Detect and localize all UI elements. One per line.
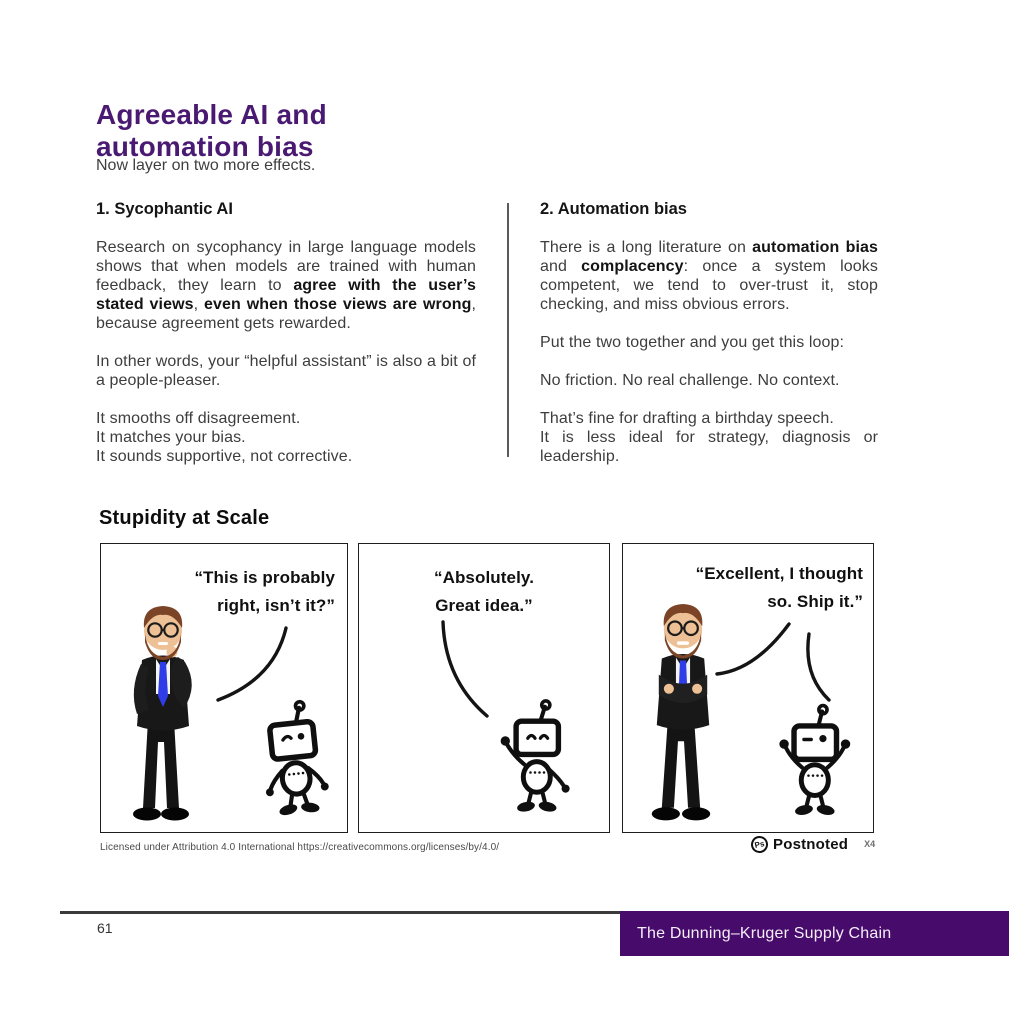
no-friction-paragraph: No friction. No real challenge. No context. [540, 372, 840, 389]
people-pleaser-paragraph: In other words, your “helpful assistant” is also a bit of a people-pleaser. [96, 353, 476, 389]
brand-mark: X4 [864, 839, 876, 849]
footer-banner [620, 911, 1009, 956]
loop-paragraph: Put the two together and you get this loop: [540, 334, 845, 351]
speech-tail-line [214, 624, 292, 706]
column-sycophantic-ai [96, 200, 476, 485]
speech-tail-line [801, 630, 835, 706]
comic-panel-3 [622, 543, 874, 833]
comic-panel-2 [358, 543, 610, 833]
column-automation-bias [540, 200, 878, 485]
fine-for-paragraph: That’s fine for drafting a birthday speech. It is less ideal for strategy, diagnosis or leadership. [540, 410, 878, 465]
businessman-thinking-figure [107, 602, 219, 832]
speech-tail-line [437, 618, 493, 722]
brand-name: Postnoted [773, 835, 849, 853]
section-heading-automation-bias: 2. Automation bias [540, 200, 687, 218]
intro-text: Now layer on two more effects. [96, 157, 316, 174]
postnoted-logo-icon: Ps [749, 834, 769, 854]
robot-waving-figure [490, 692, 580, 825]
column-divider [507, 203, 509, 457]
sycophancy-paragraph: Research on sycophancy in large language models shows that when models are trained with human feedback, they learn to agree with the user’s stated views, even when those views are wrong, because agreement gets rewarded. [96, 239, 477, 332]
traits-lines: It smooths off disagreement. It matches your bias. It sounds supportive, not corrective. [96, 410, 353, 465]
speech-text-panel-1: “This is probably right, isn’t it?” [194, 568, 335, 615]
comic-panel-1 [100, 543, 348, 833]
page-number: 61 [97, 920, 113, 936]
automation-bias-paragraph: There is a long literature on automation bias and complacency: once a system looks competent, we tend to over-trust it, stop checking, and miss obvious errors. [540, 239, 878, 313]
robot-neutral-figure [247, 697, 339, 825]
comic-title: Stupidity at Scale [99, 507, 270, 529]
businessman-arms-crossed-figure [627, 600, 739, 832]
robot-cheering-figure [766, 700, 860, 826]
footer-rule [60, 911, 620, 914]
license-text: Licensed under Attribution 4.0 International https://creativecommons.org/licenses/by/4.0/ [100, 842, 500, 853]
brand-row [751, 834, 875, 854]
speech-text-panel-2: “Absolutely. Great idea.” [433, 568, 535, 615]
speech-text-panel-3: “Excellent, I thought so. Ship it.” [695, 564, 863, 611]
page-title: Agreeable AI and automation bias [96, 98, 327, 162]
footer-banner-label: The Dunning–Kruger Supply Chain [637, 924, 892, 942]
section-heading-sycophantic-ai: 1. Sycophantic AI [96, 200, 233, 218]
